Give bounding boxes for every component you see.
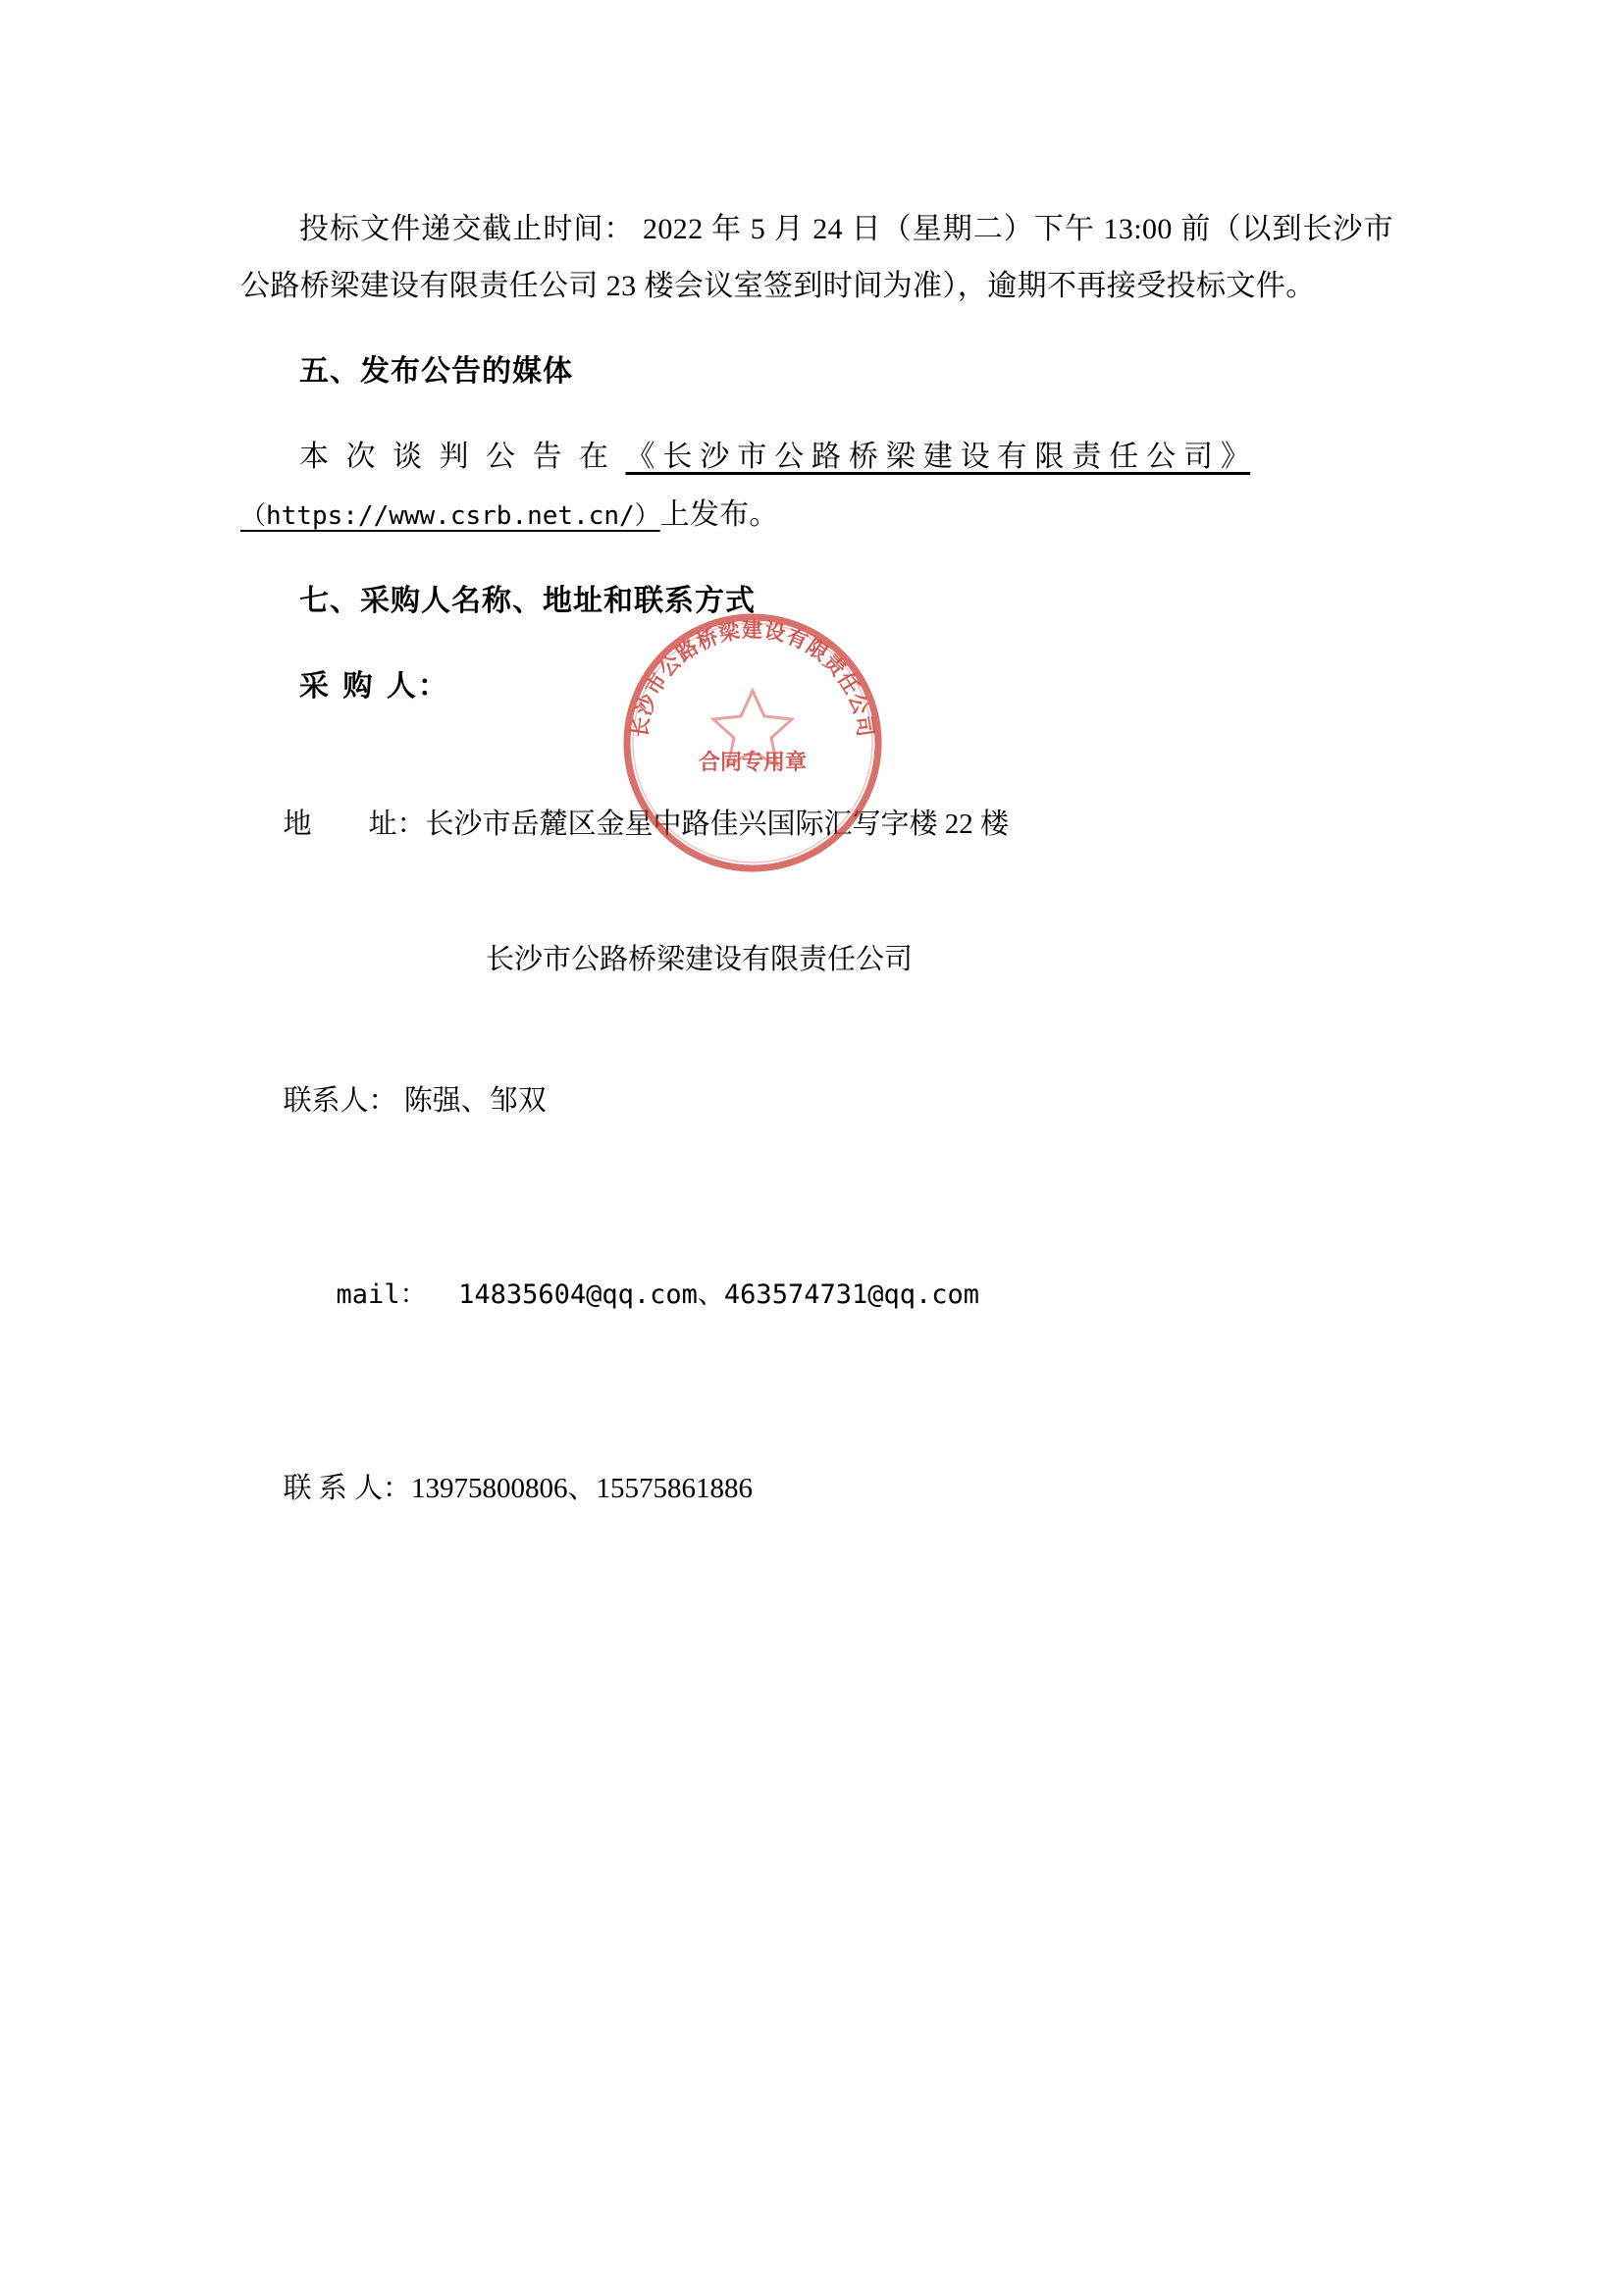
buyer-label: 采 购 人： — [299, 669, 449, 704]
address-label: 地 址： — [283, 809, 426, 841]
bid-deadline-paragraph: 投标文件递交截止时间： 2022 年 5 月 24 日（星期二）下午 13:00 前（以到长沙市公路桥梁建设有限责任公司 23 楼会议室签到时间为准），逾期不再接受投标文件。 — [240, 213, 1393, 302]
mail-separator: 、 — [697, 1279, 724, 1310]
media-prefix-text: 本 次 谈 判 公 告 在 — [299, 441, 626, 474]
seal-center-text: 合同专用章 — [698, 751, 808, 775]
phone-value: 13975800806、15575861886 — [411, 1473, 754, 1505]
section-five-heading: 五、发布公告的媒体 — [299, 354, 573, 390]
media-publication-line — [240, 429, 1393, 544]
document-body — [240, 172, 1393, 1602]
section-seven-heading: 七、采购人名称、地址和联系方式 — [299, 584, 756, 619]
media-source-name: 《 长 沙 市 公 路 桥 梁 建 设 有 限 责 任 公 司 》 — [625, 441, 1251, 474]
seal-ring-text: 长沙市公路桥梁建设有限责任公司 — [627, 618, 878, 740]
phone-label: 联 系 人： — [283, 1473, 412, 1505]
phone-row — [240, 1403, 1393, 1574]
mail-address-2[interactable]: 463574731@qq.com — [723, 1279, 980, 1311]
contact-label: 联系人： — [283, 1085, 397, 1118]
address-value: 长沙市岳麓区金星中路佳兴国际汇写字楼 22 楼 — [425, 809, 1010, 841]
contact-person-row — [240, 1016, 1393, 1186]
address-company-name: 长沙市公路桥梁建设有限责任公司 — [486, 944, 914, 976]
mail-address-1[interactable]: 14835604@qq.com — [426, 1279, 698, 1311]
media-suffix-text: 上发布。 — [659, 497, 779, 531]
media-url-link[interactable]: （https://www.csrb.net.cn/） — [240, 500, 660, 531]
mail-row — [240, 1215, 1393, 1375]
contact-value: 陈强、邹双 — [396, 1085, 547, 1118]
mail-label: mail： — [336, 1279, 427, 1311]
address-row — [240, 744, 1393, 906]
